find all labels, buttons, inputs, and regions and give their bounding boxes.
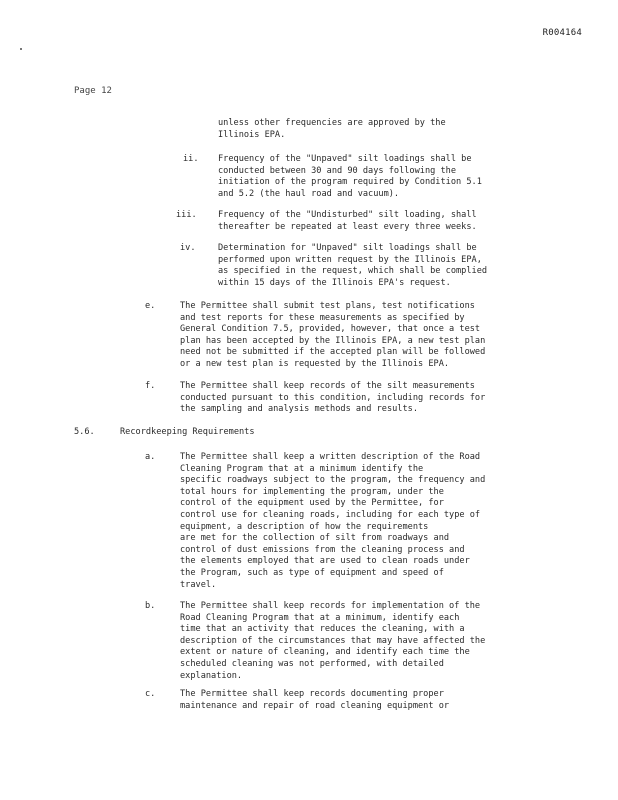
paragraph-block [218, 154, 482, 200]
text-line: Frequency of the "Unpaved" silt loadings shall be [218, 154, 472, 164]
text-line: plan has been accepted by the Illinois EPA, a new test plan [180, 335, 486, 346]
item-marker: e. [145, 301, 156, 311]
text-line: control of dust emissions from the cleaning process and [180, 544, 465, 555]
text-line: conducted pursuant to this condition, including records for [180, 392, 486, 403]
text-line: thereafter be repeated at least every three weeks. [218, 221, 477, 232]
item-marker: f. [145, 381, 156, 391]
item-marker: iii. [176, 210, 197, 220]
paragraph-block [218, 118, 446, 141]
text-line: Determination for "Unpaved" silt loadings shall be [218, 243, 477, 253]
text-line: Frequency of the "Undisturbed" silt loading, shall [218, 210, 477, 220]
text-line: are met for the collection of silt from roadways and [180, 533, 450, 544]
scan-speck [20, 48, 22, 50]
text-line: the elements employed that are used to clean roads under [180, 556, 470, 567]
text-line: General Condition 7.5, provided, however, that once a test [180, 324, 481, 335]
text-line: scheduled cleaning was not performed, with detailed [180, 658, 444, 669]
text-line: travel. [180, 579, 217, 590]
item-marker: 5.6. [74, 427, 95, 437]
paragraph-block [180, 452, 485, 591]
text-line: time that an activity that reduces the cleaning, with a [180, 624, 465, 635]
paragraph-block [180, 301, 485, 371]
text-line: the Program, such as type of equipment and speed of [180, 567, 444, 578]
text-line: The Permittee shall keep records of the silt measurements [180, 381, 475, 391]
item-marker: iv. [180, 243, 196, 253]
text-line: unless other frequencies are approved by the [218, 118, 446, 128]
text-line: control use for cleaning roads, including for each type of [180, 509, 481, 520]
text-line: performed upon written request by the Illinois EPA, [218, 254, 482, 265]
paragraph-block [180, 689, 449, 712]
text-line: The Permittee shall keep records for implementation of the [180, 601, 481, 611]
item-marker: b. [145, 601, 156, 611]
text-line: and test reports for these measurements as specified by [180, 312, 465, 323]
item-marker: c. [145, 689, 156, 699]
text-line: Recordkeeping Requirements [120, 427, 255, 437]
document-id: R004164 [542, 28, 582, 38]
text-line: and 5.2 (the haul road and vacuum). [218, 188, 400, 199]
text-line: total hours for implementing the program, under the [180, 486, 444, 497]
text-line: the sampling and analysis methods and results. [180, 404, 418, 415]
text-line: as specified in the request, which shall be complied [218, 266, 488, 277]
text-line: Illinois EPA. [218, 129, 286, 140]
text-line: within 15 days of the Illinois EPA's request. [218, 277, 451, 288]
paragraph-block [218, 210, 477, 233]
paragraph-block [218, 243, 487, 289]
text-line: explanation. [180, 670, 243, 681]
text-line: equipment, a description of how the requirements [180, 521, 429, 532]
paragraph-block [120, 427, 255, 439]
text-line: extent or nature of cleaning, and identify each time the [180, 647, 470, 658]
item-marker: ii. [183, 154, 199, 164]
text-line: Road Cleaning Program that at a minimum, identify each [180, 612, 460, 623]
item-marker: a. [145, 452, 156, 462]
paragraph-block [180, 601, 485, 682]
page-number: Page 12 [74, 86, 112, 96]
text-line: The Permittee shall submit test plans, test notifications [180, 301, 475, 311]
text-line: The Permittee shall keep records documenting proper [180, 689, 444, 699]
text-line: control of the equipment used by the Permittee, for [180, 498, 444, 509]
text-line: need not be submitted if the accepted plan will be followed [180, 347, 486, 358]
text-line: maintenance and repair of road cleaning equipment or [180, 700, 450, 711]
text-line: description of the circumstances that may have affected the [180, 635, 486, 646]
text-line: Cleaning Program that at a minimum identify the [180, 463, 424, 474]
text-line: specific roadways subject to the program, the frequency and [180, 475, 486, 486]
text-line: The Permittee shall keep a written description of the Road [180, 452, 481, 462]
text-line: or a new test plan is requested by the Illinois EPA. [180, 358, 450, 369]
text-line: initiation of the program required by Condition 5.1 [218, 177, 482, 188]
paragraph-block [180, 381, 485, 416]
text-line: conducted between 30 and 90 days following the [218, 165, 456, 176]
